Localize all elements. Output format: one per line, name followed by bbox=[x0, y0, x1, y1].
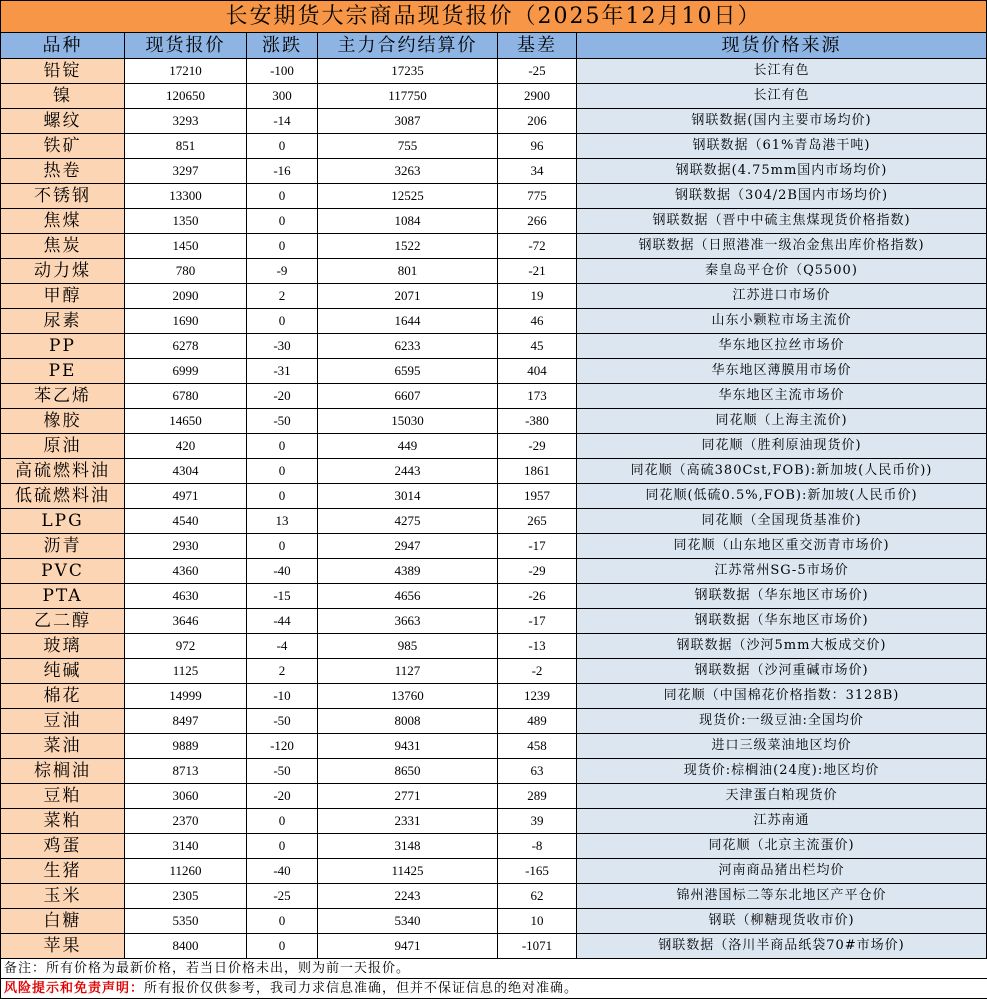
table-row bbox=[0, 584, 987, 609]
table-row bbox=[0, 884, 987, 909]
cell-change: -16 bbox=[247, 159, 318, 184]
header-change: 涨跌 bbox=[247, 33, 318, 59]
cell-basis: -380 bbox=[498, 409, 577, 434]
cell-price-source: 华东地区薄膜用市场价 bbox=[577, 359, 987, 384]
cell-commodity: 铅锭 bbox=[0, 59, 125, 84]
cell-change: -100 bbox=[247, 59, 318, 84]
cell-change: 13 bbox=[247, 509, 318, 534]
cell-basis: 1957 bbox=[498, 484, 577, 509]
header-price-source: 现货价格来源 bbox=[577, 33, 987, 59]
cell-basis: -17 bbox=[498, 534, 577, 559]
table-row bbox=[0, 359, 987, 384]
cell-spot-price: 13300 bbox=[125, 184, 247, 209]
cell-commodity: 棉花 bbox=[0, 684, 125, 709]
cell-settlement-price: 9431 bbox=[318, 734, 498, 759]
cell-spot-price: 9889 bbox=[125, 734, 247, 759]
cell-basis: 62 bbox=[498, 884, 577, 909]
cell-change: -25 bbox=[247, 884, 318, 909]
cell-commodity: 橡胶 bbox=[0, 409, 125, 434]
cell-basis: 404 bbox=[498, 359, 577, 384]
cell-settlement-price: 2947 bbox=[318, 534, 498, 559]
table-row bbox=[0, 559, 987, 584]
cell-price-source: 同花顺（北京主流蛋价) bbox=[577, 834, 987, 859]
table-row bbox=[0, 509, 987, 534]
cell-commodity: 沥青 bbox=[0, 534, 125, 559]
cell-spot-price: 6999 bbox=[125, 359, 247, 384]
cell-commodity: 菜粕 bbox=[0, 809, 125, 834]
cell-price-source: 钢联数据（日照港准一级冶金焦出库价格指数) bbox=[577, 234, 987, 259]
cell-price-source: 钢联数据（洛川半商品纸袋70#市场价) bbox=[577, 934, 987, 959]
table-row bbox=[0, 659, 987, 684]
cell-commodity: PE bbox=[0, 359, 125, 384]
cell-spot-price: 780 bbox=[125, 259, 247, 284]
cell-settlement-price: 1522 bbox=[318, 234, 498, 259]
cell-basis: -29 bbox=[498, 434, 577, 459]
cell-change: 0 bbox=[247, 834, 318, 859]
cell-price-source: 钢联数据(4.75mm国内市场均价) bbox=[577, 159, 987, 184]
header-settlement-price: 主力合约结算价 bbox=[318, 33, 498, 59]
cell-spot-price: 1125 bbox=[125, 659, 247, 684]
header-spot-price: 现货报价 bbox=[125, 33, 247, 59]
cell-spot-price: 3140 bbox=[125, 834, 247, 859]
cell-change: 2 bbox=[247, 659, 318, 684]
cell-basis: 265 bbox=[498, 509, 577, 534]
cell-settlement-price: 5340 bbox=[318, 909, 498, 934]
cell-basis: -72 bbox=[498, 234, 577, 259]
cell-settlement-price: 1084 bbox=[318, 209, 498, 234]
cell-spot-price: 8400 bbox=[125, 934, 247, 959]
cell-basis: -2 bbox=[498, 659, 577, 684]
cell-settlement-price: 4656 bbox=[318, 584, 498, 609]
cell-settlement-price: 2243 bbox=[318, 884, 498, 909]
cell-spot-price: 972 bbox=[125, 634, 247, 659]
cell-settlement-price: 2331 bbox=[318, 809, 498, 834]
cell-change: 300 bbox=[247, 84, 318, 109]
cell-basis: 206 bbox=[498, 109, 577, 134]
cell-price-source: 钢联数据(国内主要市场均价) bbox=[577, 109, 987, 134]
table-row bbox=[0, 534, 987, 559]
cell-settlement-price: 9471 bbox=[318, 934, 498, 959]
cell-spot-price: 2090 bbox=[125, 284, 247, 309]
cell-price-source: 秦皇岛平仓价（Q5500) bbox=[577, 259, 987, 284]
cell-price-source: 锦州港国标二等东北地区产平仓价 bbox=[577, 884, 987, 909]
cell-settlement-price: 117750 bbox=[318, 84, 498, 109]
cell-spot-price: 4540 bbox=[125, 509, 247, 534]
cell-spot-price: 3060 bbox=[125, 784, 247, 809]
cell-change: 0 bbox=[247, 434, 318, 459]
cell-commodity: 玻璃 bbox=[0, 634, 125, 659]
cell-basis: 96 bbox=[498, 134, 577, 159]
cell-change: -44 bbox=[247, 609, 318, 634]
cell-spot-price: 8497 bbox=[125, 709, 247, 734]
cell-spot-price: 4360 bbox=[125, 559, 247, 584]
cell-price-source: 同花顺(低硫0.5%,FOB):新加坡(人民币价) bbox=[577, 484, 987, 509]
table-row bbox=[0, 634, 987, 659]
cell-price-source: 钢联（柳糖现货收市价) bbox=[577, 909, 987, 934]
table-row bbox=[0, 459, 987, 484]
cell-basis: 34 bbox=[498, 159, 577, 184]
cell-price-source: 同花顺（全国现货基准价) bbox=[577, 509, 987, 534]
table-row bbox=[0, 809, 987, 834]
cell-spot-price: 420 bbox=[125, 434, 247, 459]
cell-spot-price: 5350 bbox=[125, 909, 247, 934]
cell-basis: 63 bbox=[498, 759, 577, 784]
cell-spot-price: 1690 bbox=[125, 309, 247, 334]
cell-change: -30 bbox=[247, 334, 318, 359]
cell-settlement-price: 3087 bbox=[318, 109, 498, 134]
cell-price-source: 钢联数据（华东地区市场价) bbox=[577, 609, 987, 634]
cell-settlement-price: 3148 bbox=[318, 834, 498, 859]
cell-price-source: 江苏进口市场价 bbox=[577, 284, 987, 309]
cell-commodity: PTA bbox=[0, 584, 125, 609]
table-row bbox=[0, 284, 987, 309]
cell-spot-price: 11260 bbox=[125, 859, 247, 884]
cell-basis: -21 bbox=[498, 259, 577, 284]
cell-commodity: 热卷 bbox=[0, 159, 125, 184]
cell-commodity: 焦炭 bbox=[0, 234, 125, 259]
cell-basis: -25 bbox=[498, 59, 577, 84]
cell-change: -15 bbox=[247, 584, 318, 609]
table-row bbox=[0, 234, 987, 259]
cell-basis: -8 bbox=[498, 834, 577, 859]
table-row bbox=[0, 434, 987, 459]
cell-price-source: 钢联数据（沙河重碱市场价) bbox=[577, 659, 987, 684]
cell-change: 0 bbox=[247, 809, 318, 834]
cell-price-source: 山东小颗粒市场主流价 bbox=[577, 309, 987, 334]
cell-price-source: 长江有色 bbox=[577, 59, 987, 84]
cell-spot-price: 14999 bbox=[125, 684, 247, 709]
cell-change: 0 bbox=[247, 309, 318, 334]
cell-basis: 289 bbox=[498, 784, 577, 809]
cell-price-source: 同花顺（上海主流价) bbox=[577, 409, 987, 434]
cell-commodity: 豆粕 bbox=[0, 784, 125, 809]
table-row bbox=[0, 334, 987, 359]
cell-spot-price: 4304 bbox=[125, 459, 247, 484]
cell-basis: 39 bbox=[498, 809, 577, 834]
cell-change: 0 bbox=[247, 134, 318, 159]
cell-basis: 2900 bbox=[498, 84, 577, 109]
table-row bbox=[0, 684, 987, 709]
cell-change: 0 bbox=[247, 184, 318, 209]
cell-basis: 1861 bbox=[498, 459, 577, 484]
cell-spot-price: 2370 bbox=[125, 809, 247, 834]
cell-price-source: 华东地区主流市场价 bbox=[577, 384, 987, 409]
cell-basis: 775 bbox=[498, 184, 577, 209]
cell-commodity: 鸡蛋 bbox=[0, 834, 125, 859]
sheet-title: 长安期货大宗商品现货报价（2025年12月10日） bbox=[0, 0, 987, 33]
cell-basis: -29 bbox=[498, 559, 577, 584]
cell-commodity: 低硫燃料油 bbox=[0, 484, 125, 509]
table-row bbox=[0, 184, 987, 209]
cell-price-source: 江苏常州SG-5市场价 bbox=[577, 559, 987, 584]
cell-change: -40 bbox=[247, 859, 318, 884]
cell-spot-price: 120650 bbox=[125, 84, 247, 109]
cell-settlement-price: 801 bbox=[318, 259, 498, 284]
header-commodity: 品种 bbox=[0, 33, 125, 59]
cell-commodity: 镍 bbox=[0, 84, 125, 109]
disclaimer-label: 风险提示和免责声明： bbox=[4, 981, 145, 996]
cell-spot-price: 1350 bbox=[125, 209, 247, 234]
cell-change: -50 bbox=[247, 759, 318, 784]
cell-settlement-price: 3263 bbox=[318, 159, 498, 184]
cell-basis: 458 bbox=[498, 734, 577, 759]
cell-price-source: 同花顺（山东地区重交沥青市场价) bbox=[577, 534, 987, 559]
cell-change: -50 bbox=[247, 409, 318, 434]
disclaimer bbox=[0, 979, 987, 999]
cell-price-source: 进口三级菜油地区均价 bbox=[577, 734, 987, 759]
table-row bbox=[0, 934, 987, 959]
header-row bbox=[0, 33, 987, 59]
cell-settlement-price: 449 bbox=[318, 434, 498, 459]
cell-commodity: 豆油 bbox=[0, 709, 125, 734]
cell-price-source: 钢联数据（61%青岛港干吨) bbox=[577, 134, 987, 159]
cell-settlement-price: 6233 bbox=[318, 334, 498, 359]
cell-basis: 1239 bbox=[498, 684, 577, 709]
cell-spot-price: 17210 bbox=[125, 59, 247, 84]
cell-settlement-price: 3663 bbox=[318, 609, 498, 634]
cell-commodity: LPG bbox=[0, 509, 125, 534]
cell-commodity: 玉米 bbox=[0, 884, 125, 909]
cell-basis: 45 bbox=[498, 334, 577, 359]
cell-settlement-price: 12525 bbox=[318, 184, 498, 209]
cell-commodity: 菜油 bbox=[0, 734, 125, 759]
cell-settlement-price: 4275 bbox=[318, 509, 498, 534]
cell-commodity: 铁矿 bbox=[0, 134, 125, 159]
cell-change: -120 bbox=[247, 734, 318, 759]
header-basis: 基差 bbox=[498, 33, 577, 59]
cell-spot-price: 14650 bbox=[125, 409, 247, 434]
cell-settlement-price: 8008 bbox=[318, 709, 498, 734]
cell-commodity: 不锈钢 bbox=[0, 184, 125, 209]
cell-price-source: 江苏南通 bbox=[577, 809, 987, 834]
cell-price-source: 同花顺（中国棉花价格指数：3128B) bbox=[577, 684, 987, 709]
table-row bbox=[0, 834, 987, 859]
cell-change: 2 bbox=[247, 284, 318, 309]
cell-settlement-price: 3014 bbox=[318, 484, 498, 509]
cell-change: 0 bbox=[247, 209, 318, 234]
cell-commodity: 高硫燃料油 bbox=[0, 459, 125, 484]
cell-basis: 489 bbox=[498, 709, 577, 734]
cell-commodity: 白糖 bbox=[0, 909, 125, 934]
cell-price-source: 现货价:一级豆油:全国均价 bbox=[577, 709, 987, 734]
cell-change: -4 bbox=[247, 634, 318, 659]
table-row bbox=[0, 609, 987, 634]
cell-spot-price: 3646 bbox=[125, 609, 247, 634]
cell-commodity: 焦煤 bbox=[0, 209, 125, 234]
cell-spot-price: 4630 bbox=[125, 584, 247, 609]
cell-change: -9 bbox=[247, 259, 318, 284]
cell-settlement-price: 2443 bbox=[318, 459, 498, 484]
cell-price-source: 华东地区拉丝市场价 bbox=[577, 334, 987, 359]
cell-spot-price: 6780 bbox=[125, 384, 247, 409]
cell-price-source: 钢联数据（沙河5mm大板成交价) bbox=[577, 634, 987, 659]
table-row bbox=[0, 409, 987, 434]
cell-spot-price: 1450 bbox=[125, 234, 247, 259]
cell-change: -40 bbox=[247, 559, 318, 584]
table-row bbox=[0, 484, 987, 509]
cell-settlement-price: 15030 bbox=[318, 409, 498, 434]
table-row bbox=[0, 759, 987, 784]
table-row bbox=[0, 734, 987, 759]
cell-settlement-price: 4389 bbox=[318, 559, 498, 584]
cell-spot-price: 2930 bbox=[125, 534, 247, 559]
cell-change: -31 bbox=[247, 359, 318, 384]
cell-spot-price: 3293 bbox=[125, 109, 247, 134]
table-row bbox=[0, 109, 987, 134]
table-row bbox=[0, 709, 987, 734]
cell-change: -20 bbox=[247, 384, 318, 409]
cell-basis: 10 bbox=[498, 909, 577, 934]
cell-commodity: 动力煤 bbox=[0, 259, 125, 284]
cell-commodity: 乙二醇 bbox=[0, 609, 125, 634]
cell-settlement-price: 6607 bbox=[318, 384, 498, 409]
cell-change: 0 bbox=[247, 909, 318, 934]
table-row bbox=[0, 159, 987, 184]
price-table bbox=[0, 33, 987, 959]
cell-spot-price: 6278 bbox=[125, 334, 247, 359]
cell-change: 0 bbox=[247, 534, 318, 559]
cell-commodity: 生猪 bbox=[0, 859, 125, 884]
table-row bbox=[0, 84, 987, 109]
cell-commodity: 棕榈油 bbox=[0, 759, 125, 784]
cell-commodity: 螺纹 bbox=[0, 109, 125, 134]
cell-commodity: 纯碱 bbox=[0, 659, 125, 684]
cell-basis: 46 bbox=[498, 309, 577, 334]
cell-basis: -17 bbox=[498, 609, 577, 634]
cell-price-source: 长江有色 bbox=[577, 84, 987, 109]
cell-settlement-price: 13760 bbox=[318, 684, 498, 709]
cell-commodity: 苹果 bbox=[0, 934, 125, 959]
table-row bbox=[0, 784, 987, 809]
table-row bbox=[0, 909, 987, 934]
cell-price-source: 钢联数据（304/2B国内市场均价) bbox=[577, 184, 987, 209]
cell-basis: -13 bbox=[498, 634, 577, 659]
cell-settlement-price: 8650 bbox=[318, 759, 498, 784]
cell-commodity: 尿素 bbox=[0, 309, 125, 334]
cell-settlement-price: 17235 bbox=[318, 59, 498, 84]
cell-commodity: 原油 bbox=[0, 434, 125, 459]
cell-change: -10 bbox=[247, 684, 318, 709]
cell-spot-price: 4971 bbox=[125, 484, 247, 509]
table-row bbox=[0, 134, 987, 159]
cell-basis: 19 bbox=[498, 284, 577, 309]
cell-basis: -26 bbox=[498, 584, 577, 609]
cell-settlement-price: 985 bbox=[318, 634, 498, 659]
cell-commodity: PVC bbox=[0, 559, 125, 584]
cell-settlement-price: 2771 bbox=[318, 784, 498, 809]
cell-spot-price: 3297 bbox=[125, 159, 247, 184]
cell-commodity: PP bbox=[0, 334, 125, 359]
cell-commodity: 甲醇 bbox=[0, 284, 125, 309]
cell-settlement-price: 755 bbox=[318, 134, 498, 159]
cell-change: -20 bbox=[247, 784, 318, 809]
table-row bbox=[0, 859, 987, 884]
table-row bbox=[0, 59, 987, 84]
cell-price-source: 河南商品猪出栏均价 bbox=[577, 859, 987, 884]
cell-change: -14 bbox=[247, 109, 318, 134]
cell-settlement-price: 6595 bbox=[318, 359, 498, 384]
cell-change: 0 bbox=[247, 234, 318, 259]
table-row bbox=[0, 384, 987, 409]
cell-price-source: 天津蛋白粕现货价 bbox=[577, 784, 987, 809]
cell-settlement-price: 1644 bbox=[318, 309, 498, 334]
table-body bbox=[0, 59, 987, 959]
table-row bbox=[0, 259, 987, 284]
cell-change: 0 bbox=[247, 934, 318, 959]
cell-price-source: 同花顺（高硫380Cst,FOB):新加坡(人民币价)) bbox=[577, 459, 987, 484]
cell-change: 0 bbox=[247, 484, 318, 509]
cell-settlement-price: 11425 bbox=[318, 859, 498, 884]
cell-spot-price: 8713 bbox=[125, 759, 247, 784]
note: 备注：所有价格为最新价格，若当日价格未出，则为前一天报价。 bbox=[0, 959, 987, 979]
disclaimer-text: 所有报价仅供参考，我司力求信息准确，但并不保证信息的绝对准确。 bbox=[144, 981, 579, 996]
cell-commodity: 苯乙烯 bbox=[0, 384, 125, 409]
cell-change: -50 bbox=[247, 709, 318, 734]
cell-price-source: 现货价:棕榈油(24度):地区均价 bbox=[577, 759, 987, 784]
cell-basis: -165 bbox=[498, 859, 577, 884]
cell-basis: -1071 bbox=[498, 934, 577, 959]
table-row bbox=[0, 309, 987, 334]
cell-settlement-price: 1127 bbox=[318, 659, 498, 684]
table-row bbox=[0, 209, 987, 234]
cell-settlement-price: 2071 bbox=[318, 284, 498, 309]
cell-change: 0 bbox=[247, 459, 318, 484]
cell-price-source: 同花顺（胜利原油现货价) bbox=[577, 434, 987, 459]
cell-basis: 266 bbox=[498, 209, 577, 234]
cell-price-source: 钢联数据（晋中中硫主焦煤现货价格指数) bbox=[577, 209, 987, 234]
cell-basis: 173 bbox=[498, 384, 577, 409]
cell-price-source: 钢联数据（华东地区市场价) bbox=[577, 584, 987, 609]
cell-spot-price: 851 bbox=[125, 134, 247, 159]
cell-spot-price: 2305 bbox=[125, 884, 247, 909]
